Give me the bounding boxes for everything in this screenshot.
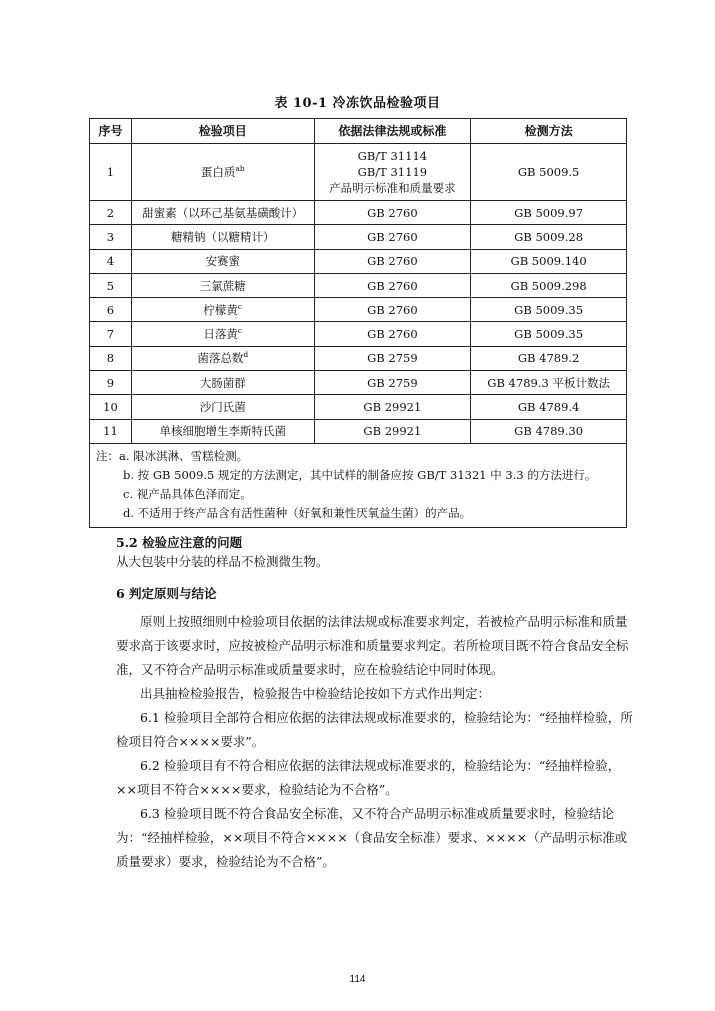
cell-method: GB 5009.298 — [471, 273, 627, 297]
cell-no: 1 — [90, 144, 132, 201]
cell-standard — [314, 419, 471, 443]
item-name: 三氯蔗糖 — [199, 278, 246, 293]
item-name: 甜蜜素（以环己基氨基磺酸计） — [142, 205, 304, 220]
cell-standard — [314, 201, 471, 225]
item-name: 糖精钠（以糖精计） — [170, 229, 275, 244]
cell-standard — [314, 249, 471, 273]
table-row — [90, 249, 627, 273]
section-5-2-text: 从大包装中分装的样品不检测微生物。 — [116, 554, 329, 569]
cell-no: 5 — [90, 273, 132, 297]
item-name: 安赛蜜 — [205, 254, 240, 269]
section-6-paragraph-2: 出具抽检检验报告，检验报告中检验结论按如下方式作出判定： — [140, 686, 491, 701]
table-row — [90, 273, 627, 297]
cell-method: GB 5009.5 — [471, 144, 627, 201]
item-name: 日落黄 — [203, 327, 238, 342]
table-row — [90, 395, 627, 419]
table-notes — [90, 443, 627, 527]
standard-line: GB 2760 — [367, 254, 418, 269]
table-row — [90, 144, 627, 201]
standard-line: GB 2760 — [367, 327, 418, 342]
cell-item — [131, 249, 314, 273]
cell-no: 10 — [90, 395, 132, 419]
cell-method: GB 5009.97 — [471, 201, 627, 225]
section-6-paragraph-1: 原则上按照细则中检验项目依据的法律法规或标准要求判定，若被检产品明示标准和质量要求高于该要求时，应按被检产品明示标准和质量要求判定。若所检项目既不符合食品安全标准，又不符合产品明示标准或质量要求时，应在检验结论中同时体现。 — [116, 614, 629, 677]
cell-no: 2 — [90, 201, 132, 225]
table-note: d. 不适用于终产品含有活性菌种（好氧和兼性厌氧益生菌）的产品。 — [123, 505, 472, 520]
page-number: 114 — [349, 974, 366, 985]
table-row — [90, 371, 627, 395]
item-footnote-marker: c — [237, 302, 243, 311]
cell-method: GB 5009.28 — [471, 225, 627, 249]
standard-line: GB/T 31119 — [357, 165, 428, 179]
cell-method: GB 5009.35 — [471, 322, 627, 346]
section-6-heading: 6 判定原则与结论 — [116, 586, 217, 601]
cell-standard — [314, 273, 471, 297]
cell-item — [131, 346, 314, 370]
item-name: 菌落总数 — [197, 351, 244, 366]
cell-item — [131, 144, 314, 201]
standard-line: 产品明示标准和质量要求 — [329, 181, 456, 195]
cell-method: GB 4789.4 — [471, 395, 627, 419]
item-footnote-marker: c — [237, 326, 243, 336]
table-notes-row — [90, 443, 627, 527]
table-row — [90, 298, 627, 322]
cell-standard — [314, 395, 471, 419]
header-item: 检验项目 — [131, 119, 314, 144]
cell-standard — [314, 144, 471, 201]
cell-item — [131, 322, 314, 346]
item-name: 大肠菌群 — [199, 375, 246, 390]
item-name: 单核细胞增生李斯特氏菌 — [159, 424, 286, 439]
table-note: b. 按 GB 5009.5 规定的方法测定，其中试样的制备应按 GB/T 31321 中 3.3 的方法进行。 — [123, 467, 597, 482]
table-note: 注：a. 限冰淇淋、雪糕检测。 — [96, 448, 249, 463]
table-header-row — [90, 119, 627, 144]
item-footnote-marker: ab — [235, 164, 245, 174]
cell-item — [131, 273, 314, 297]
cell-item — [131, 201, 314, 225]
table-row — [90, 346, 627, 370]
cell-item — [131, 298, 314, 322]
section-6-3-paragraph: 6.3 检验项目既不符合食品安全标准，又不符合产品明示标准或质量要求时，检验结论为：“经抽样检验，××项目不符合××××（食品安全标准）要求、××××（产品明示标准或质量要求）要求，检验结论为不合格”。 — [116, 806, 628, 869]
item-name: 蛋白质 — [200, 165, 236, 179]
cell-no: 3 — [90, 225, 132, 249]
table-row — [90, 225, 627, 249]
cell-method: GB 4789.2 — [471, 346, 627, 370]
cell-method: GB 5009.140 — [471, 249, 627, 273]
standard-line: GB 2759 — [367, 375, 418, 390]
cell-item — [131, 395, 314, 419]
cell-standard — [314, 371, 471, 395]
item-footnote-marker: d — [243, 350, 249, 360]
cell-method: GB 4789.30 — [471, 419, 627, 443]
table-row — [90, 419, 627, 443]
header-no: 序号 — [90, 119, 132, 144]
cell-standard — [314, 225, 471, 249]
section-5-2-heading: 5.2 检验应注意的问题 — [116, 535, 243, 550]
inspection-items-table — [89, 118, 627, 528]
standard-line: GB 29921 — [363, 424, 422, 439]
standard-line: GB 2760 — [367, 278, 418, 293]
item-name: 柠檬黄 — [203, 302, 238, 317]
section-6-2-paragraph: 6.2 检验项目有不符合相应依据的法律法规或标准要求的，检验结论为：“经抽样检验，××项目不符合××××要求，检验结论为不合格”。 — [116, 758, 621, 797]
cell-standard — [314, 298, 471, 322]
cell-item — [131, 419, 314, 443]
section-6-1-paragraph: 6.1 检验项目全部符合相应依据的法律法规或标准要求的，检验结论为：“经抽样检验，所检项目符合××××要求”。 — [116, 710, 633, 749]
item-name: 沙门氏菌 — [199, 400, 246, 415]
table-title: 表 10-1 冷冻饮品检验项目 — [274, 96, 441, 111]
cell-standard — [314, 346, 471, 370]
standard-line: GB 2760 — [367, 302, 418, 317]
table-row — [90, 201, 627, 225]
cell-no: 8 — [90, 346, 132, 370]
standard-line: GB 2760 — [367, 229, 418, 244]
header-method: 检测方法 — [471, 119, 627, 144]
table-note: c. 视产品具体色泽而定。 — [123, 486, 252, 501]
cell-item — [131, 371, 314, 395]
standard-line: GB 2759 — [367, 351, 418, 366]
standard-line: GB 29921 — [363, 400, 422, 415]
header-standard: 依据法律法规或标准 — [314, 119, 471, 144]
cell-standard — [314, 322, 471, 346]
table-row — [90, 322, 627, 346]
standard-line: GB/T 31114 — [357, 149, 428, 163]
cell-item — [131, 225, 314, 249]
cell-no: 11 — [90, 419, 132, 443]
cell-no: 9 — [90, 371, 132, 395]
cell-no: 7 — [90, 322, 132, 346]
standard-line: GB 2760 — [367, 205, 418, 220]
cell-no: 6 — [90, 298, 132, 322]
cell-method: GB 4789.3 平板计数法 — [471, 371, 627, 395]
cell-no: 4 — [90, 249, 132, 273]
cell-method: GB 5009.35 — [471, 298, 627, 322]
